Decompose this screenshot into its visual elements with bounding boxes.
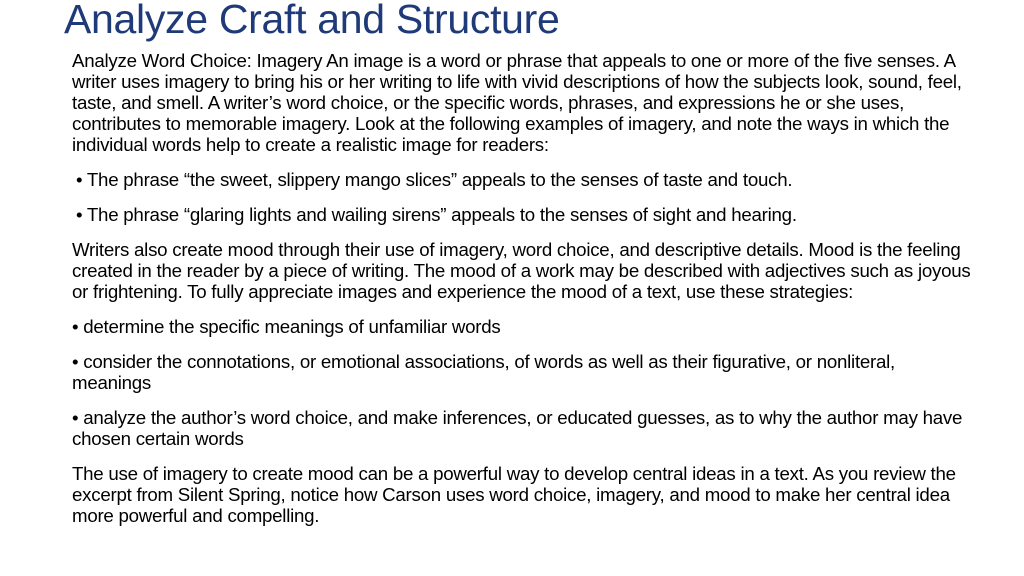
spacer: [72, 337, 972, 351]
spacer: [72, 190, 972, 204]
imagery-example-sight-hearing: • The phrase “glaring lights and wailing sirens” appeals to the senses of sight and hearing.: [76, 204, 797, 225]
strategy-item-connotations: • consider the connotations, or emotional associations, of words as well as their figurative, or nonliteral, meanings: [72, 351, 895, 393]
spacer: [72, 225, 972, 239]
strategy-item-meanings: • determine the specific meanings of unfamiliar words: [72, 316, 501, 337]
spacer: [72, 393, 972, 407]
spacer: [72, 302, 972, 316]
spacer: [72, 155, 972, 169]
closing-paragraph: The use of imagery to create mood can be a powerful way to develop central ideas in a text. As you review the excerpt from Silent Spring, notice how Carson uses word choice, imagery, and mood to make her central idea more powerful and compelling.: [72, 463, 956, 526]
slide-body: [72, 50, 972, 526]
imagery-example-taste-touch: • The phrase “the sweet, slippery mango slices” appeals to the senses of taste and touch.: [76, 169, 793, 190]
mood-paragraph: Writers also create mood through their use of imagery, word choice, and descriptive details. Mood is the feeling created in the reader by a piece of writing. The mood of a work may be described with adjectives such as joyous or frightening. To fully appreciate images and experience the mood of a text, use these strategies:: [72, 239, 971, 302]
slide-title: Analyze Craft and Structure: [64, 0, 560, 42]
intro-paragraph: Analyze Word Choice: Imagery An image is a word or phrase that appeals to one or more of the five senses. A writer uses imagery to bring his or her writing to life with vivid descriptions of how the subjects look, sound, feel, taste, and smell. A writer’s word choice, or the specific words, phrases, and expressions he or she uses, contributes to memorable imagery. Look at the following examples of imagery, and note the ways in which the individual words help to create a realistic image for readers:: [72, 50, 962, 155]
strategy-item-word-choice: • analyze the author’s word choice, and make inferences, or educated guesses, as to why the author may have chosen certain words: [72, 407, 963, 449]
spacer: [72, 449, 972, 463]
